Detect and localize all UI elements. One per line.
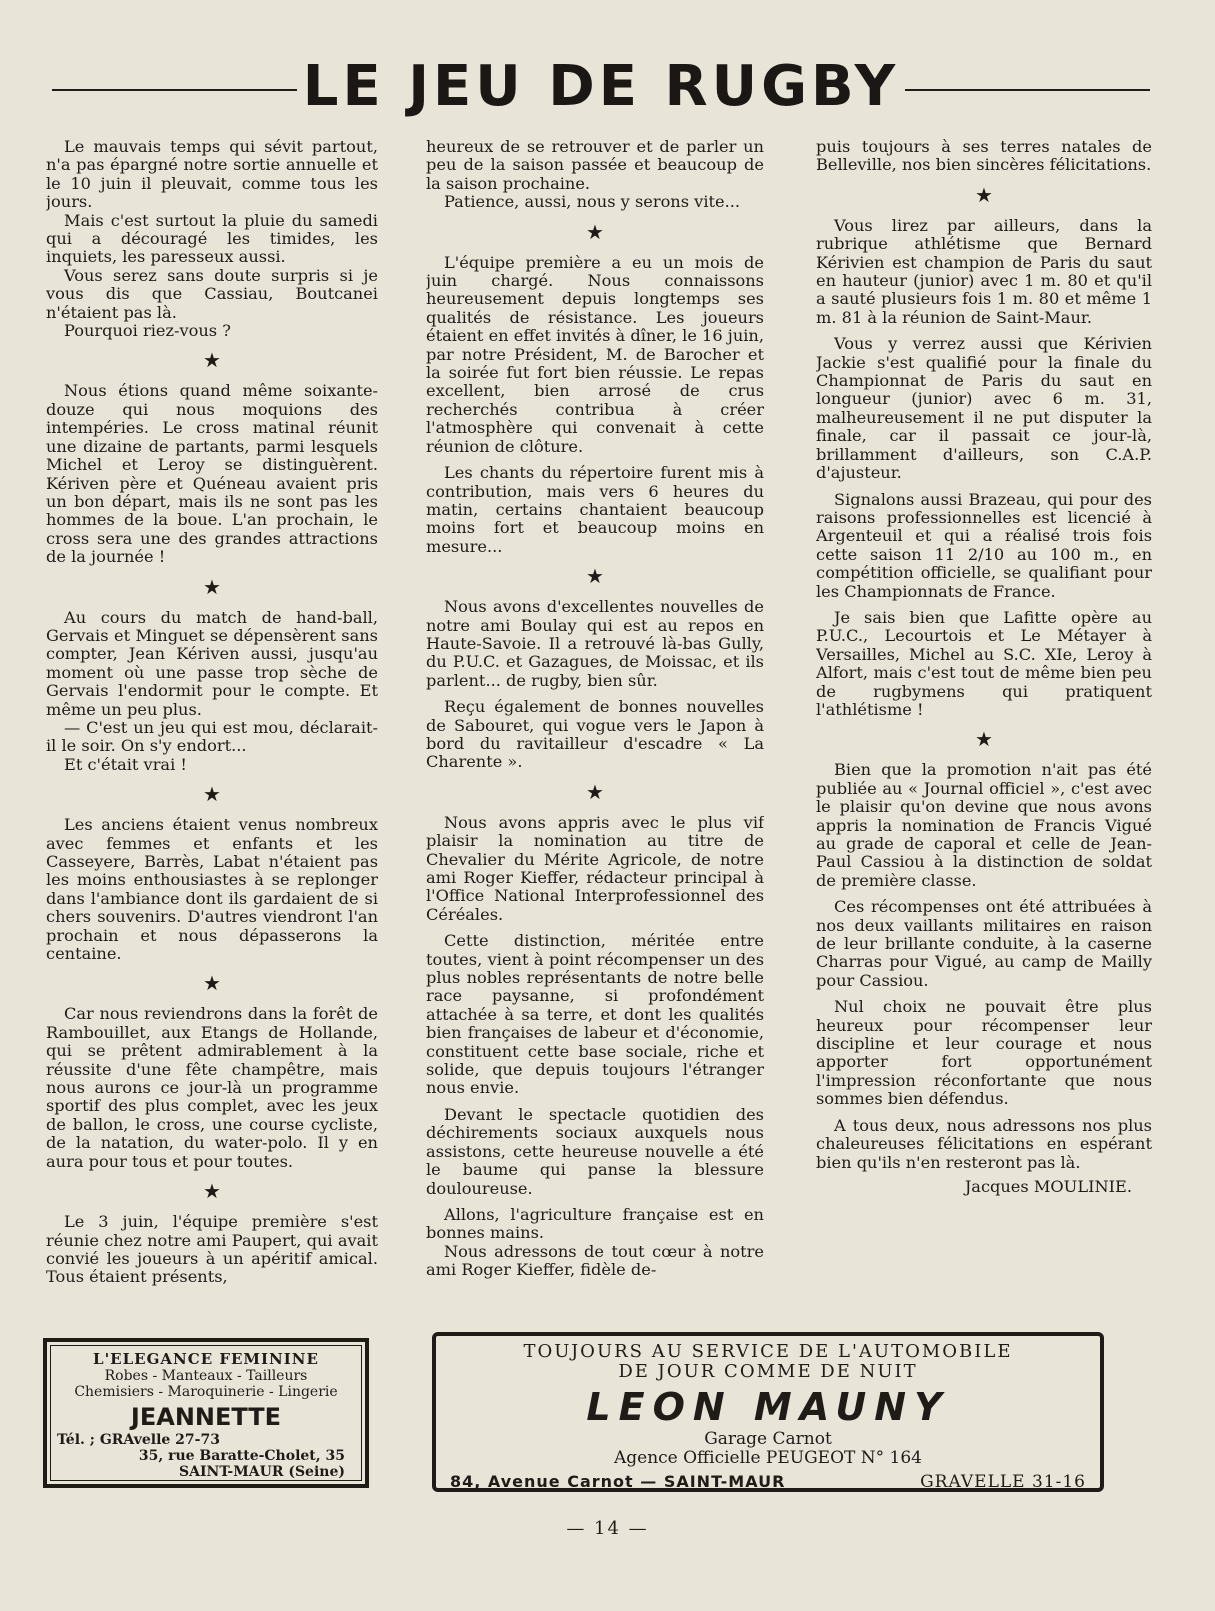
ad-garage-name: Garage Carnot xyxy=(704,1429,832,1449)
star-separator-icon: ★ xyxy=(203,971,221,996)
star-separator-icon: ★ xyxy=(203,1179,221,1204)
paragraph: — C'est un jeu qui est mou, déclarait-il le soir. On s'y endort... xyxy=(46,717,378,756)
paragraph: Cette distinction, méritée entre toutes, vient à point récompenser un des plus nobles représentants de notre belle race paysanne, si profondément attachée à sa terre, et dont les qualités bien françaises de labeur et d'économie, constituent cette base sociale, riche et solide, que depuis toujours l'étranger nous envie. xyxy=(426,931,764,1098)
advertisement-jeannette xyxy=(43,1338,369,1488)
header-rule-right xyxy=(905,89,1150,91)
star-separator-icon: ★ xyxy=(975,727,993,752)
paragraph: Nous avons appris avec le plus vif plaisir la nomination au titre de Chevalier du Mérite Agricole, de notre ami Roger Kieffer, rédacteur principal à l'Office National Interprofessionnel des Céréales. xyxy=(426,812,764,924)
paragraph: Et c'était vrai ! xyxy=(64,754,187,774)
ad-phone: GRAVELLE 31-16 xyxy=(920,1472,1086,1492)
paragraph: Les chants du répertoire furent mis à contribution, mais vers 6 heures du matin, certains chantaient beaucoup moins fort et beaucoup moins en mesure... xyxy=(426,463,764,556)
ad-products-line: Robes - Manteaux - Tailleurs xyxy=(104,1368,308,1384)
paragraph: Vous serez sans doute surpris si je vous dis que Cassiau, Boutcanei n'étaient pas là. xyxy=(46,265,378,322)
ad-headline: L'ELEGANCE FEMININE xyxy=(93,1350,319,1368)
ad-slogan-line: TOUJOURS AU SERVICE DE L'AUTOMOBILE xyxy=(523,1341,1013,1362)
paragraph: Pourquoi riez-vous ? xyxy=(64,321,231,341)
paragraph: L'équipe première a eu un mois de juin chargé. Nous connaissons heureusement depuis longtemps ses qualités de résistance. Les joueurs étaient en effet invités à dîner, le 16 juin, par notre Président, M. de Barocher et la soirée fut fort bien réussie. Le repas excellent, bien arrosé de crus recherchés contribua à créer l'atmosphère qui convenait à cette réunion de clôture. xyxy=(426,252,764,456)
star-separator-icon: ★ xyxy=(203,348,221,373)
ad-address: 35, rue Baratte-Cholet, 35 xyxy=(138,1448,345,1464)
ad-phone: Tél. ; GRAvelle 27-73 xyxy=(57,1432,220,1448)
paragraph: heureux de se retrouver et de parler un peu de la saison passée et beaucoup de la saison prochaine. xyxy=(426,138,764,193)
ad-agency: Agence Officielle PEUGEOT N° 164 xyxy=(613,1448,923,1468)
advertisement-leon-mauny xyxy=(432,1332,1104,1492)
star-separator-icon: ★ xyxy=(203,574,221,599)
paragraph: Nul choix ne pouvait être plus heureux pour récompenser leur discipline et leur courage et nous apporter fort opportunément l'impression réconfortante que nous sommes bien défendus. xyxy=(816,997,1152,1109)
paragraph: Je sais bien que Lafitte opère au P.U.C., Lecourtois et Le Métayer à Versailles, Michel au S.C. XIe, Leroy à Alfort, mais c'est tout de même bien peu de rugbymens qui pratiquent l'athlétisme ! xyxy=(816,607,1152,719)
paragraph: Reçu également de bonnes nouvelles de Sabouret, qui vogue vers le Japon à bord du ravitailleur d'escadre « La Charente ». xyxy=(426,697,764,772)
paragraph: Allons, l'agriculture française est en bonnes mains. xyxy=(426,1204,764,1243)
article-column-1 xyxy=(46,138,378,1320)
paragraph: Signalons aussi Brazeau, qui pour des raisons professionnelles est licencié à Argenteuil et qui a réalisé trois fois cette saison 11 2/10 au 100 m., en compétition officielle, se qualifiant pour les Championnats de France. xyxy=(816,489,1152,601)
ad-address: 84, Avenue Carnot — SAINT-MAUR xyxy=(450,1472,786,1491)
header-rule-left xyxy=(52,89,297,91)
ad-brand-name: JEANNETTE xyxy=(130,1403,282,1431)
star-separator-icon: ★ xyxy=(586,219,604,244)
ad-products-line: Chemisiers - Maroquinerie - Lingerie xyxy=(74,1384,338,1400)
paragraph: Les anciens étaient venus nombreux avec femmes et enfants et les Casseyere, Barrès, Labat n'étaient pas les moins enthousiastes à se replonger dans l'ambiance dont ils gardaient de si chers souvenirs. D'autres viendront l'an prochain et nous dépasserons la centaine. xyxy=(46,815,378,964)
paragraph: Nous avons d'excellentes nouvelles de notre ami Boulay qui est au repos en Haute-Savoie. Il a retrouvé là-bas Gully, du P.U.C. et Gazagues, de Moissac, et ils parlent... de rugby, bien sûr. xyxy=(426,597,764,690)
paragraph: Bien que la promotion n'ait pas été publiée au « Journal officiel », c'est avec le plaisir qu'on devine que nous avons appris la nomination de Francis Vigué au grade de caporal et celle de Jean-Paul Cassiou à la distinction de soldat de première classe. xyxy=(816,760,1152,890)
article-column-3 xyxy=(816,138,1152,1320)
paragraph: Devant le spectacle quotidien des déchirements sociaux auxquels nous assistons, cette heureuse nouvelle a été le baume qui panse la blessure douloureuse. xyxy=(426,1104,764,1198)
star-separator-icon: ★ xyxy=(203,782,221,807)
paragraph: A tous deux, nous adressons nos plus chaleureuses félicitations en espérant bien qu'ils n'en resteront pas là. xyxy=(816,1115,1152,1172)
paragraph: puis toujours à ses terres natales de Belleville, nos bien sincères félicitations. xyxy=(816,138,1152,175)
paragraph: Ces récompenses ont été attribuées à nos deux vaillants militaires en raison de leur brillante conduite, à la caserne Charras pour Vigué, au camp de Mailly pour Cassiou. xyxy=(816,897,1152,990)
star-separator-icon: ★ xyxy=(975,182,993,207)
paragraph: Patience, aussi, nous y serons vite... xyxy=(444,192,741,212)
ad-slogan-line: DE JOUR COMME DE NUIT xyxy=(618,1361,918,1382)
paragraph: Nous étions quand même soixante-douze qui nous moquions des intempéries. Le cross matinal réunit une dizaine de partants, parmi lesquels Michel et Leroy se distinguèrent. Kériven père et Quéneau avaient pris un bon départ, mais ils ne sont pas les hommes de la boue. L'an prochain, le cross sera une des grandes attractions de la journée ! xyxy=(46,381,378,567)
paragraph: Mais c'est surtout la pluie du samedi qui a découragé les timides, les inquiets, les paresseux aussi. xyxy=(46,210,378,267)
paragraph: Le mauvais temps qui sévit partout, n'a pas épargné notre sortie annuelle et le 10 juin il pleuvait, comme tous les jours. xyxy=(46,138,378,212)
author-signature: Jacques MOULINIE. xyxy=(964,1176,1132,1196)
ad-city: SAINT-MAUR (Seine) xyxy=(179,1464,345,1480)
ad-brand-name: LEON MAUNY xyxy=(586,1385,950,1429)
paragraph: Vous lirez par ailleurs, dans la rubrique athlétisme que Bernard Kérivien est champion de Paris du saut en hauteur (junior) avec 1 m. 80 et qu'il a sauté plusieurs fois 1 m. 80 et même 1 m. 81 à la réunion de Saint-Maur. xyxy=(816,215,1152,327)
paragraph: Car nous reviendrons dans la forêt de Rambouillet, aux Etangs de Hollande, qui se prêtent admirablement à la réussite d'une fête champêtre, mais nous aurons ce jour-là un programme sportif des plus complet, avec les jeux de ballon, le cross, une course cycliste, de la natation, du water-polo. Il y en aura pour tous et pour toutes. xyxy=(46,1004,378,1171)
paragraph: Nous adressons de tout cœur à notre ami Roger Kieffer, fidèle de- xyxy=(426,1241,764,1280)
paragraph: Le 3 juin, l'équipe première s'est réunie chez notre ami Paupert, qui avait convié les joueurs à un apéritif amical. Tous étaient présents, xyxy=(46,1212,378,1287)
page-title: LE JEU DE RUGBY xyxy=(302,54,900,119)
page-header xyxy=(52,52,1150,122)
ad-footer-row xyxy=(450,1472,1086,1492)
article-column-2 xyxy=(426,138,764,1320)
star-separator-icon: ★ xyxy=(586,564,604,589)
paragraph: Vous y verrez aussi que Kérivien Jackie s'est qualifié pour la finale du Championnat de Paris du saut en longueur (junior) avec 6 m. 31, malheureusement il ne put disputer la finale, car il passait ce jour-là, brillamment d'ailleurs, son C.A.P. d'ajusteur. xyxy=(816,334,1152,483)
advertisement-inner-frame xyxy=(50,1345,362,1481)
page-number: — 14 — xyxy=(566,1518,649,1539)
star-separator-icon: ★ xyxy=(586,779,604,804)
paragraph: Au cours du match de hand-ball, Gervais et Minguet se dépensèrent sans compter, Jean Kériven aussi, jusqu'au moment où une passe trop sèche de Gervais l'endormit pour le compte. Et même un peu plus. xyxy=(46,607,378,719)
